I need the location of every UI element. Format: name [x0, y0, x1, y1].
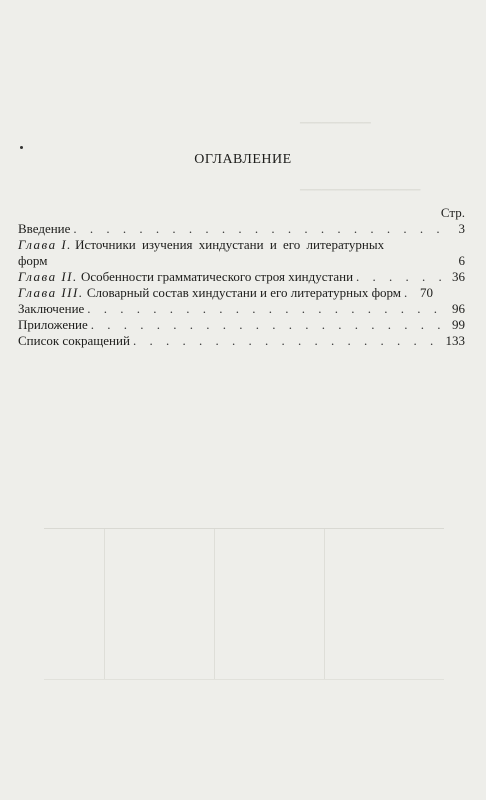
- toc-entry-page: 96: [452, 301, 465, 316]
- ink-dot: [20, 146, 23, 149]
- toc-entry: [18, 285, 465, 301]
- table-of-contents: [18, 205, 465, 349]
- toc-entry-label: Источники изучения хиндустани и его литературных: [75, 237, 385, 252]
- toc-entry: [18, 269, 465, 285]
- toc-entry: [18, 333, 465, 349]
- bleed-through-text: ─────────────────: [300, 185, 421, 196]
- dot-leader: [73, 221, 444, 237]
- toc-entry-page: 36: [452, 269, 465, 284]
- bleed-through-table: [44, 528, 444, 680]
- dot-leader: [356, 269, 444, 285]
- toc-entry: [18, 221, 465, 237]
- dot-leader: [87, 301, 444, 317]
- chapter-prefix: Глава I.: [18, 237, 72, 252]
- bleed-through-text: ──────────: [300, 118, 371, 129]
- toc-entry: [18, 301, 465, 317]
- toc-entry-label: Словарный состав хиндустани и его литературных форм: [86, 285, 402, 300]
- page-column-header: Стр.: [440, 205, 465, 220]
- dot-leader: [133, 333, 443, 349]
- toc-entry-page: 70: [420, 285, 434, 300]
- toc-entry-page: 133: [445, 333, 465, 348]
- page-title: ОГЛАВЛЕНИЕ: [194, 152, 292, 167]
- toc-entry-page: 6: [458, 253, 465, 268]
- toc-entry: [18, 317, 465, 333]
- toc-entry-label: Введение: [18, 221, 71, 236]
- toc-entry-label: Заключение: [18, 301, 85, 316]
- toc-entry-continuation: [18, 253, 465, 269]
- dot-leader: [91, 317, 444, 333]
- toc-entry-label: Приложение: [18, 317, 88, 332]
- toc-entry-label: форм: [18, 253, 48, 268]
- toc-entry-label: Список сокращений: [18, 333, 130, 348]
- toc-entry: [18, 237, 465, 253]
- toc-entry-label: Особенности грамматического строя хиндустани: [81, 269, 354, 284]
- toc-entry-page: 3: [458, 221, 465, 236]
- dot-leader: [404, 285, 412, 301]
- chapter-prefix: Глава II.: [18, 269, 78, 284]
- toc-entry-page: 99: [452, 317, 465, 332]
- chapter-prefix: Глава III.: [18, 285, 84, 300]
